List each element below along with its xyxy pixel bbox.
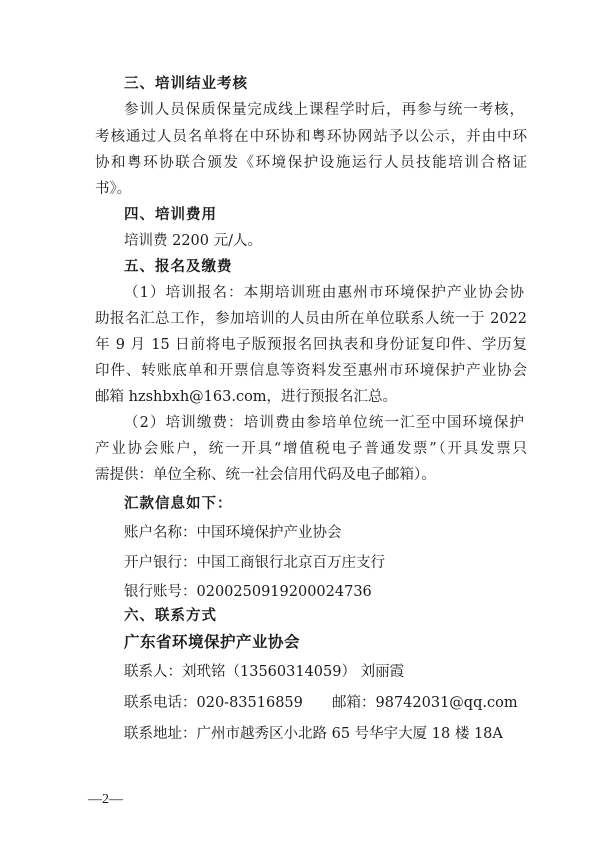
registration-line-1: （1）培训报名：本期培训班由惠州市环境保护产业协会协 bbox=[124, 285, 524, 301]
registration-line-4: 印件、转账底单和开票信息等资料发至惠州市环境保护产业协会 bbox=[95, 363, 527, 379]
organization-name: 广东省环境保护产业协会 bbox=[124, 633, 301, 651]
remittance-heading: 汇款信息如下： bbox=[124, 496, 233, 512]
contact-address: 联系地址：广州市越秀区小北路 65 号华宇大厦 18 楼 18A bbox=[124, 726, 503, 742]
contact-phone-email-row bbox=[124, 693, 544, 713]
contact-phone: 联系电话：020-83516859 bbox=[124, 695, 303, 711]
registration-line-3: 年 9 月 15 日前将电子版预报名回执表和身份证复印件、学历复 bbox=[95, 337, 527, 353]
payment-line-2: 产业协会账户，统一开具“增值税电子普通发票”（开具发票只 bbox=[95, 441, 527, 457]
account-number: 银行账号：0200250919200024736 bbox=[124, 584, 372, 600]
registration-line-5: 邮箱 hzshbxh@163.com，进行预报名汇总。 bbox=[95, 389, 398, 405]
section-3-heading: 三、培训结业考核 bbox=[124, 76, 248, 92]
section-3-line-1: 参训人员保质保量完成线上课程学时后，再参与统一考核， bbox=[124, 102, 524, 118]
section-3-line-2: 考核通过人员名单将在中环协和粤环协网站予以公示，并由中环 bbox=[95, 129, 527, 145]
bank-name: 开户银行：中国工商银行北京百万庄支行 bbox=[124, 555, 385, 571]
section-3-line-4: 书》。 bbox=[95, 181, 132, 197]
registration-line-2: 助报名汇总工作，参加培训的人员由所在单位联系人统一于 2022 bbox=[95, 311, 527, 327]
section-4-heading: 四、培训费用 bbox=[124, 207, 217, 223]
page-number: —2— bbox=[88, 792, 123, 807]
section-5-heading: 五、报名及缴费 bbox=[124, 259, 233, 275]
contact-person: 联系人：刘玳铭（13560314059） 刘丽霞 bbox=[124, 664, 405, 680]
payment-line-3: 需提供：单位全称、统一社会信用代码及电子邮箱）。 bbox=[95, 467, 436, 483]
training-fee: 培训费 2200 元/人。 bbox=[124, 233, 263, 249]
section-6-heading: 六、联系方式 bbox=[124, 608, 217, 624]
account-name: 账户名称：中国环境保护产业协会 bbox=[124, 525, 342, 541]
contact-email: 邮箱：98742031@qq.com bbox=[332, 695, 518, 711]
payment-line-1: （2）培训缴费：培训费由参培单位统一汇至中国环境保护 bbox=[124, 415, 524, 431]
section-3-line-3: 协和粤环协联合颁发《环境保护设施运行人员技能培训合格证 bbox=[95, 155, 527, 171]
